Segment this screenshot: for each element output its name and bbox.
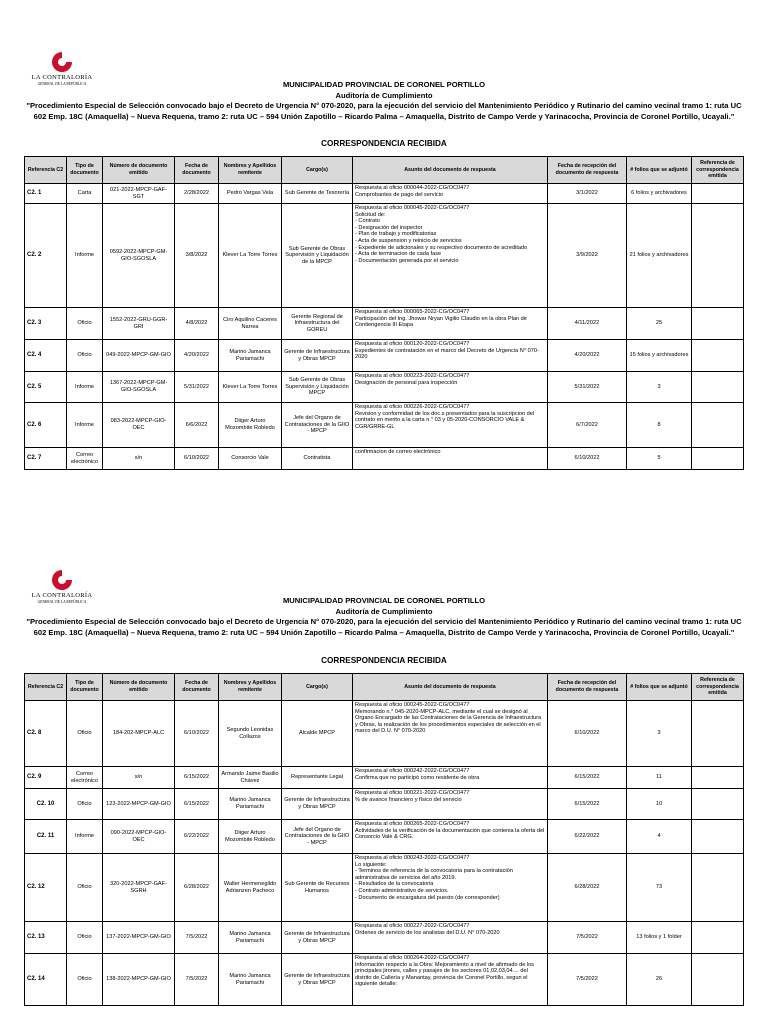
cell-cargo: Sub Gerente de Obras Supervisión y Liquidación MPCP (282, 372, 353, 403)
cell-refem (692, 789, 744, 820)
col-numero: Número de documento emitido (103, 157, 175, 184)
cell-folios: 6 folios y archivadores (627, 184, 692, 204)
contraloria-logo-icon (50, 50, 74, 74)
cell-refem (692, 372, 744, 403)
cell-folios: 21 folios y archivadores (627, 204, 692, 308)
cell-refem (692, 767, 744, 789)
table-row (25, 854, 744, 922)
table-row (25, 701, 744, 767)
correspondence-table-1 (24, 156, 744, 470)
cell-tipo: Informe (67, 820, 103, 854)
cell-num: 320-2022-MPCP-GAF-SGRH (103, 854, 175, 922)
cell-nombre: Marino Jamanca Pariamachi (219, 954, 282, 1006)
cell-fecha: 4/20/2022 (175, 340, 219, 372)
cell-fecha: 6/15/2022 (175, 789, 219, 820)
table-row (25, 403, 744, 448)
cell-recep: 6/22/2022 (548, 820, 627, 854)
cell-recep: 7/5/2022 (548, 922, 627, 954)
cell-refem (692, 448, 744, 470)
col-cargo: Cargo(s) (282, 674, 353, 701)
col-referencia: Referencia C2 (25, 157, 67, 184)
cell-nombre: Segundo Leonidas Collazos (219, 701, 282, 767)
cell-recep: 5/31/2022 (548, 372, 627, 403)
cell-recep: 6/28/2022 (548, 854, 627, 922)
cell-ref: C2. 4 (25, 340, 67, 372)
table-header-row (25, 157, 744, 184)
col-asunto: Asunto del documento de respuesta (353, 157, 548, 184)
table-row (25, 184, 744, 204)
cell-nombre: Marino Jamanca Pariamachi (219, 922, 282, 954)
cell-tipo: Oficio (67, 789, 103, 820)
cell-cargo: Alcalde MPCP (282, 701, 353, 767)
cell-refem (692, 701, 744, 767)
cell-nombre: Ciro Aquilino Caceres Narrea (219, 308, 282, 340)
cell-asunto: Respuesta al oficio 000065-2022-CG/OC0477 Participación del Ing. Jhowar Nryan Vigilio Claudio en la obra Plan de Contiengencia III Etapa (353, 308, 548, 340)
cell-cargo: Contratista (282, 448, 353, 470)
cell-ref: C2. 6 (25, 403, 67, 448)
cell-fecha: 7/5/2022 (175, 922, 219, 954)
cell-cargo: Gerente de Infraestructura y Obras MPCP (282, 954, 353, 1006)
cell-ref: C2. 13 (25, 922, 67, 954)
table-row (25, 767, 744, 789)
cell-ref: C2. 9 (25, 767, 67, 789)
logo-sub: GENERAL DE LA REPÚBLICA (37, 600, 87, 604)
cell-folios: 3 (627, 701, 692, 767)
cell-ref: C2. 11 (25, 820, 67, 854)
cell-fecha: 7/5/2022 (175, 954, 219, 1006)
cell-refem (692, 308, 744, 340)
cell-tipo: Carta (67, 184, 103, 204)
table-header-row (25, 674, 744, 701)
cell-nombre: Pedro Vargas Vela (219, 184, 282, 204)
cell-fecha: 5/31/2022 (175, 372, 219, 403)
cell-tipo: Oficio (67, 308, 103, 340)
cell-tipo: Informe (67, 372, 103, 403)
cell-num: 1367-2022-MPCP-GM-GIO-SGOSLA (103, 372, 175, 403)
cell-asunto: Respuesta al oficio 000243-2022-CG/OC0477 Lo siguiente: - Terminos de referencia de la convocatoria para la contratación administrativa de servicios del año 2019. - Resultados de la convocatoria - Contrato administrativo de servicios. - Documento de encargatura del puesto (de corresponder) (353, 854, 548, 922)
cell-folios: 73 (627, 854, 692, 922)
cell-cargo: Gerente de Infraestructura y Obras MPCP (282, 340, 353, 372)
logo-org: LA CONTRALORÍA (31, 74, 93, 81)
cell-tipo: Oficio (67, 954, 103, 1006)
cell-folios: 5 (627, 448, 692, 470)
cell-asunto: Respuesta al oficio 000227-2022-CG/OC0477 Ordenes de servicio de los analistas del D.U. N° 070-2020 (353, 922, 548, 954)
cell-num: s/n (103, 767, 175, 789)
col-nombres: Nombres y Apellidos remitente (219, 157, 282, 184)
cell-recep: 4/20/2022 (548, 340, 627, 372)
col-nombres: Nombres y Apellidos remitente (219, 674, 282, 701)
col-asunto: Asunto del documento de respuesta (353, 674, 548, 701)
cell-num: 083-2022-MPCP-GIO-OEC (103, 403, 175, 448)
section-title: CORRESPONDENCIA RECIBIDA (321, 139, 447, 148)
cell-folios: 11 (627, 767, 692, 789)
cell-ref: C2. 10 (25, 789, 67, 820)
cell-asunto: Respuesta al oficio 000044-2022-CG/OC0477 Comprobantes de pago del servicio (353, 184, 548, 204)
cell-num: s/n (103, 448, 175, 470)
cell-num: 1552-2022-GRU-GGR-GRI (103, 308, 175, 340)
table-row (25, 922, 744, 954)
cell-tipo: Correo electrónico (67, 448, 103, 470)
cell-folios: 25 (627, 308, 692, 340)
cell-asunto: Respuesta al oficio 000265-2022-CG/OC0477 Actividades de la verificación de la documentación que contenia la oferta del Consorcio Vale & CRG. (353, 820, 548, 854)
cell-recep: 3/1/2022 (548, 184, 627, 204)
cell-fecha: 4/8/2022 (175, 308, 219, 340)
document-header (22, 596, 746, 638)
cell-cargo: Jefe del Organo de Contrataciones de la GIIO - MPCP (282, 820, 353, 854)
cell-tipo: Informe (67, 204, 103, 308)
cell-recep: 6/15/2022 (548, 789, 627, 820)
cell-asunto: Respuesta al oficio 000045-2022-CG/OC0477 Solicitud de: - Contrato - Designación del inspector - Plan de trabajo y modificatorias - Acta de suspension y reinicio de servicios - Expediente de adicionales y su respectivo documento de acreditado - Acta de terminacion de cada fase - Documentación generada por el servicio (353, 204, 548, 308)
cell-num: 090-2022-MPCP-GIO-OEC (103, 820, 175, 854)
cell-ref: C2. 2 (25, 204, 67, 308)
cell-cargo: Gerente Regional de Infraestructura del GOREU (282, 308, 353, 340)
cell-refem (692, 854, 744, 922)
cell-num: 137-2022-MPCP-GM-GIO (103, 922, 175, 954)
table-row (25, 789, 744, 820)
logo-sub: GENERAL DE LA REPÚBLICA (37, 82, 87, 86)
cell-fecha: 3/8/2022 (175, 204, 219, 308)
cell-refem (692, 820, 744, 854)
cell-asunto: confirmacion de correo electrónico (353, 448, 548, 470)
col-ref-emitida: Referencia de correspondencia emitida (692, 157, 744, 184)
cell-ref: C2. 5 (25, 372, 67, 403)
table-row (25, 308, 744, 340)
cell-fecha: 2/28/2022 (175, 184, 219, 204)
cell-nombre: Klever La Torre Torres (219, 204, 282, 308)
cell-asunto: Respuesta al oficio 000221-2022-CG/OC0477 % de avance financiero y físico del servicio (353, 789, 548, 820)
cell-fecha: 6/6/2022 (175, 403, 219, 448)
cell-nombre: Armando Jaime Basilio Chávez (219, 767, 282, 789)
cell-folios: 13 folios y 1 folder (627, 922, 692, 954)
cell-tipo: Oficio (67, 340, 103, 372)
title-procedure: "Procedimiento Especial de Selección convocado bajo el Decreto de Urgencia N° 070-2020, para la ejecución del servicio del Mantenimiento Periódico y Rutinario del camino vecinal tramo 1: ruta UC 602 Emp. 18C (Amaquella) – Nueva Requena, tramo 2: ruta UC – 594 Unión Zapotillo – Ricardo Palma – Amaquella, Distrito de Campo Verde y Yarinacocha, Provincia de Coronel Portillo, Ucayali." (26, 101, 742, 121)
cell-nombre: Marino Jamanca Pariamachi (219, 789, 282, 820)
cell-refem (692, 922, 744, 954)
cell-tipo: Oficio (67, 701, 103, 767)
cell-cargo: Jefe del Organo de Contrataciones de la GIIO - MPCP (282, 403, 353, 448)
cell-ref: C2. 3 (25, 308, 67, 340)
cell-fecha: 6/22/2022 (175, 820, 219, 854)
cell-num: 021-2022-MPCP-GAF-SGT (103, 184, 175, 204)
cell-ref: C2. 8 (25, 701, 67, 767)
cell-asunto: Respuesta al oficio 000120-2022-CG/OC0477 Expedientes de contratación en el marco del Decreto de Urgencia N° 070-2020 (353, 340, 548, 372)
col-folios: # folios que se adjuntó (627, 157, 692, 184)
cell-refem (692, 340, 744, 372)
cell-asunto: Respuesta al oficio 000242-2022-CG/OC0477 Confirma que no participó como residente de obra (353, 767, 548, 789)
cell-folios: 3 (627, 372, 692, 403)
cell-fecha: 6/28/2022 (175, 854, 219, 922)
cell-tipo: Correo electrónico (67, 767, 103, 789)
col-numero: Número de documento emitido (103, 674, 175, 701)
cell-nombre: Consorcio Vale (219, 448, 282, 470)
cell-recep: 7/5/2022 (548, 954, 627, 1006)
cell-ref: C2. 12 (25, 854, 67, 922)
cell-asunto: Respuesta al oficio 000223-2022-CG/OC0477 Designación de personal para inspección (353, 372, 548, 403)
logo-org: LA CONTRALORÍA (31, 592, 93, 599)
col-fecha-recepcion: Fecha de recepción del documento de respuesta (548, 157, 627, 184)
cell-ref: C2. 1 (25, 184, 67, 204)
cell-recep: 6/10/2022 (548, 701, 627, 767)
cell-folios: 15 folios y archivadores (627, 340, 692, 372)
cell-recep: 6/7/2022 (548, 403, 627, 448)
cell-refem (692, 204, 744, 308)
table-row (25, 204, 744, 308)
cell-num: 184-202-MPCP-ALC (103, 701, 175, 767)
cell-nombre: Klever La Torre Torres (219, 372, 282, 403)
col-fecha-recepcion: Fecha de recepción del documento de respuesta (548, 674, 627, 701)
title-audit: Auditoría de Cumplimiento (335, 90, 433, 100)
contraloria-logo-icon (50, 568, 74, 592)
col-tipo: Tipo de documento (67, 157, 103, 184)
cell-cargo: Representante Legal (282, 767, 353, 789)
cell-cargo: Gerente de Infraestructura y Obras MPCP (282, 789, 353, 820)
cell-recep: 3/9/2022 (548, 204, 627, 308)
cell-folios: 4 (627, 820, 692, 854)
col-fecha: Fecha de documento (175, 157, 219, 184)
col-referencia: Referencia C2 (25, 674, 67, 701)
col-cargo: Cargo(s) (282, 157, 353, 184)
title-municipality: MUNICIPALIDAD PROVINCIAL DE CORONEL PORTILLO (282, 80, 486, 89)
cell-nombre: Walter Hermenegildo Adrianzen Pacheco (219, 854, 282, 922)
cell-ref: C2. 7 (25, 448, 67, 470)
cell-num: 123-2022-MPCP-GM-GIO (103, 789, 175, 820)
cell-num: 138-2022-MPCP-GM-GIO (103, 954, 175, 1006)
cell-tipo: Oficio (67, 922, 103, 954)
cell-fecha: 6/10/2022 (175, 448, 219, 470)
cell-cargo: Sub Gerente de Tesorería (282, 184, 353, 204)
cell-folios: 26 (627, 954, 692, 1006)
cell-refem (692, 403, 744, 448)
cell-folios: 8 (627, 403, 692, 448)
cell-recep: 4/11/2022 (548, 308, 627, 340)
correspondence-table-2 (24, 673, 744, 1006)
table-row (25, 954, 744, 1006)
cell-num: 0592-2022-MPCP-GM-GIO-SGOSLA (103, 204, 175, 308)
cell-asunto: Respuesta al oficio 000264-2022-CG/OC0477 Información respecto a la Obra: Mejoramiento a nivel de afirmado de los principales jirones, calles y pasajes de los sectores 01,02,03,04.... del distrito de Callería y Manantay, provincia de Coronel Portillo, segun el siguiente detalle: (353, 954, 548, 1006)
table-row (25, 448, 744, 470)
title-audit: Auditoría de Cumplimiento (335, 606, 433, 616)
cell-recep: 6/15/2022 (548, 767, 627, 789)
cell-num: 049-2022-MPCP-GM-GIO (103, 340, 175, 372)
cell-tipo: Oficio (67, 854, 103, 922)
cell-ref: C2. 14 (25, 954, 67, 1006)
cell-nombre: Diiger Arturo Mozombite Robledo (219, 820, 282, 854)
cell-fecha: 6/10/2022 (175, 701, 219, 767)
table-row (25, 372, 744, 403)
cell-nombre: Diiger Arturo Mozombite Robledo (219, 403, 282, 448)
cell-asunto: Respuesta al oficio 000245-2022-CG/OC0477 Memorando n.° 045-2020-MPCP-ALC, mediante el cual se designó al Organo Encargado de las Contrataciones de la Gerencia de Infraestructura y Obras, la realización de los procedimientos especiales de selección en el marco del D.U. N° 070-2020 (353, 701, 548, 767)
table-row (25, 340, 744, 372)
cell-recep: 6/10/2022 (548, 448, 627, 470)
cell-cargo: Sub Gerente de Recursos Humanos (282, 854, 353, 922)
cell-asunto: Respuesta al oficio 000226-2022-CG/OC0477 Revision y conformidad de los doc.s presentados para la suscripcion del contrato en merito a la carta n.° 03 y 05-2020-CONSORCIO VALE & CGR/GRRE-GL (353, 403, 548, 448)
section-title: CORRESPONDENCIA RECIBIDA (321, 656, 447, 665)
col-tipo: Tipo de documento (67, 674, 103, 701)
cell-tipo: Informe (67, 403, 103, 448)
cell-folios: 10 (627, 789, 692, 820)
cell-fecha: 6/15/2022 (175, 767, 219, 789)
document-header (22, 80, 746, 122)
col-ref-emitida: Referencia de correspondencia emitida (692, 674, 744, 701)
title-municipality: MUNICIPALIDAD PROVINCIAL DE CORONEL PORTILLO (282, 596, 486, 605)
col-folios: # folios que se adjuntó (627, 674, 692, 701)
col-fecha: Fecha de documento (175, 674, 219, 701)
cell-cargo: Sub Gerente de Obras Supervisión y Liquidación de la MPCP (282, 204, 353, 308)
cell-cargo: Gerente de Infraestructura y Obras MPCP (282, 922, 353, 954)
cell-refem (692, 954, 744, 1006)
title-procedure: "Procedimiento Especial de Selección convocado bajo el Decreto de Urgencia N° 070-2020, para la ejecución del servicio del Mantenimiento Periódico y Rutinario del camino vecinal tramo 1: ruta UC 602 Emp. 18C (Amaquella) – Nueva Requena, tramo 2: ruta UC – 594 Unión Zapotillo – Ricardo Palma – Amaquella, Distrito de Campo Verde y Yarinacocha, Provincia de Coronel Portillo, Ucayali." (26, 617, 742, 637)
cell-nombre: Marino Jamanca Pariamachi (219, 340, 282, 372)
cell-refem (692, 184, 744, 204)
table-row (25, 820, 744, 854)
